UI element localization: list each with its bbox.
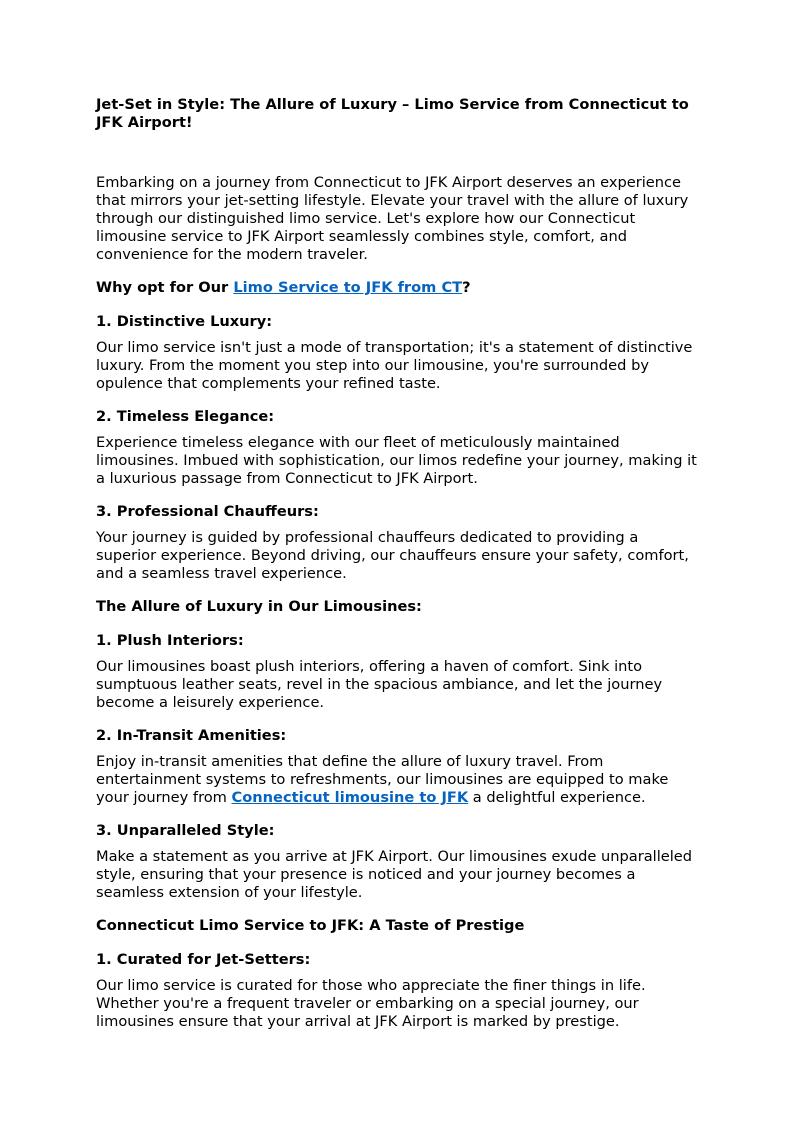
allure-item-body [96, 753, 700, 807]
allure-item-body: Make a statement as you arrive at JFK Airport. Our limousines exude unparalleled style, ensuring that your presence is noticed and your journey becomes a seamless extension of your lifestyle. [96, 848, 693, 901]
prestige-item-heading: 1. Curated for Jet-Setters: [96, 951, 311, 968]
why-heading-prefix: Why opt for Our [96, 279, 234, 296]
why-item-body: Your journey is guided by professional chauffeurs dedicated to providing a superior experience. Beyond driving, our chauffeurs ensure your safety, comfort, and a seamless travel experience. [96, 529, 689, 582]
prestige-heading: Connecticut Limo Service to JFK: A Taste of Prestige [96, 917, 525, 934]
why-heading [96, 279, 700, 297]
why-heading-suffix: ? [462, 279, 471, 296]
allure-item-heading: 1. Plush Interiors: [96, 632, 244, 649]
why-item-heading: 2. Timeless Elegance: [96, 408, 275, 425]
document-page [96, 96, 700, 1046]
allure-item-heading: 3. Unparalleled Style: [96, 822, 275, 839]
allure-item-body: Our limousines boast plush interiors, offering a haven of comfort. Sink into sumptuous leather seats, revel in the spacious ambiance, and let the journey become a leisurely experience. [96, 658, 663, 711]
allure-item-heading: 2. In-Transit Amenities: [96, 727, 287, 744]
amenities-body-before: Enjoy in-transit amenities that define the allure of luxury travel. From entertainment systems to refreshments, our limousines are equipped to make your journey from [96, 753, 669, 806]
document-title: Jet-Set in Style: The Allure of Luxury – Limo Service from Connecticut to JFK Airport! [96, 96, 689, 131]
why-item-heading: 1. Distinctive Luxury: [96, 313, 273, 330]
connecticut-limousine-jfk-link[interactable]: Connecticut limousine to JFK [231, 789, 469, 806]
why-item-body: Our limo service isn't just a mode of transportation; it's a statement of distinctive luxury. From the moment you step into our limousine, you're surrounded by opulence that complements your refined taste. [96, 339, 693, 392]
allure-heading: The Allure of Luxury in Our Limousines: [96, 598, 422, 615]
prestige-item-body: Our limo service is curated for those who appreciate the finer things in life. Whether you're a frequent traveler or embarking on a special journey, our limousines ensure that your arrival at JFK Airport is marked by prestige. [96, 977, 646, 1030]
amenities-body-after: a delightful experience. [468, 789, 646, 806]
limo-service-jfk-link[interactable]: Limo Service to JFK from CT [233, 279, 463, 296]
why-item-body: Experience timeless elegance with our fleet of meticulously maintained limousines. Imbued with sophistication, our limos redefine your journey, making it a luxurious passage from Connecticut to JFK Airport. [96, 434, 697, 487]
why-item-heading: 3. Professional Chauffeurs: [96, 503, 319, 520]
intro-paragraph: Embarking on a journey from Connecticut to JFK Airport deserves an experience that mirrors your jet-setting lifestyle. Elevate your travel with the allure of luxury through our distinguished limo service. Let's explore how our Connecticut limousine service to JFK Airport seamlessly combines style, comfort, and convenience for the modern traveler. [96, 174, 689, 263]
